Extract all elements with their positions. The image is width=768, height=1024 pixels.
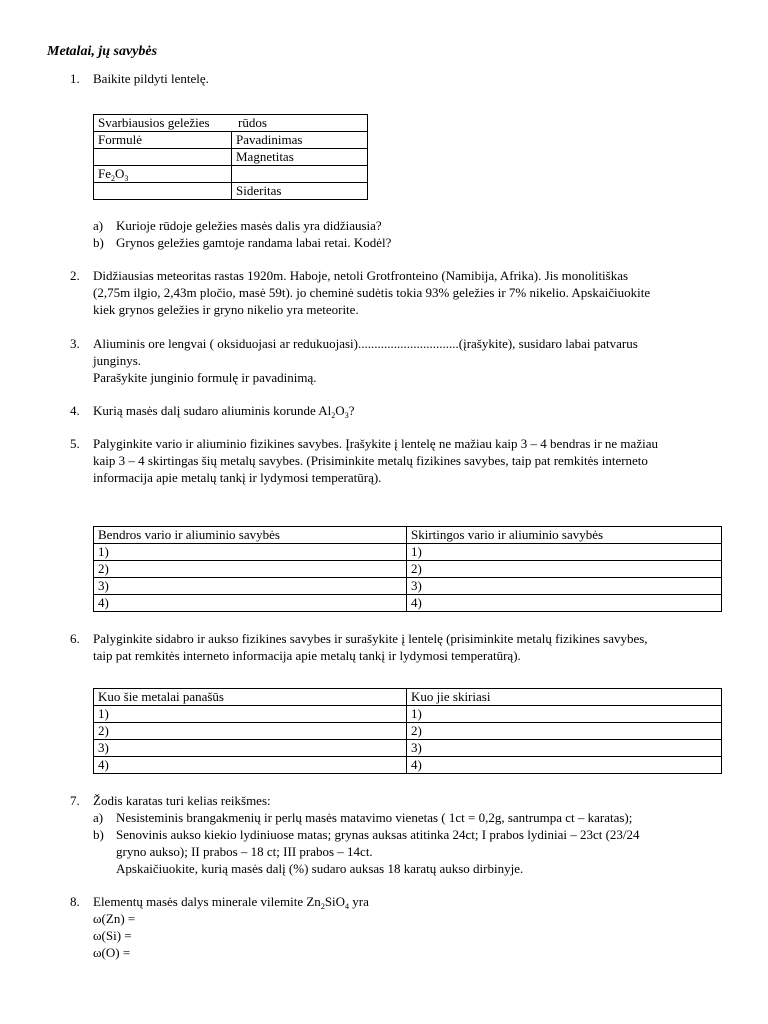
question-3-line: junginys. (93, 353, 142, 368)
table-row (94, 149, 368, 166)
table-row (94, 183, 368, 200)
formula-element: Zn (306, 894, 321, 909)
formula-subscript: 2 (320, 902, 325, 911)
table-cell-formula (94, 166, 232, 183)
table-row (94, 115, 368, 132)
table-row (94, 544, 722, 561)
table-cell: 2) (407, 723, 722, 740)
table-row (94, 706, 722, 723)
table-header-cell: Skirtingos vario ir aliuminio savybės (407, 527, 722, 544)
table-row (94, 723, 722, 740)
table-row (94, 132, 368, 149)
table-row (94, 166, 368, 183)
question-8-text-after: yra (349, 894, 369, 909)
question-7-number: 7. (70, 793, 80, 808)
question-3-line: Parašykite junginio formulę ir pavadinimą. (93, 370, 317, 385)
table-cell: 1) (94, 544, 407, 561)
question-6-number: 6. (70, 631, 80, 646)
table-row (94, 757, 722, 774)
question-8-text-before: Elementų masės dalys minerale vilemite (93, 894, 307, 909)
question-3-number: 3. (70, 336, 80, 351)
table-row (94, 527, 722, 544)
question-7a-text: Nesisteminis brangakmenių ir perlų masės matavimo vienetas ( 1ct = 0,2g, santrumpa ct – karatas); (116, 810, 633, 825)
question-1-text: Baikite pildyti lentelę. (93, 71, 209, 86)
question-3-line: Aliuminis ore lengvai ( oksiduojasi ar redukuojasi)...............................(įrašykite), susidaro labai patvarus (93, 336, 638, 351)
formula-subscript: 3 (124, 174, 129, 183)
formula-element: SiO (324, 894, 346, 909)
table-header-cell: Bendros vario ir aliuminio savybės (94, 527, 407, 544)
question-2-line: Didžiausias meteoritas rastas 1920m. Haboje, netoli Grotfronteino (Namibija, Afrika). Jis monolitiškas (93, 268, 629, 283)
table-cell: 3) (407, 578, 722, 595)
question-7b-line: gryno aukso); II prabos – 18 ct; III prabos – 14ct. (116, 844, 373, 859)
question-2-line: kiek grynos geležies ir gryno nikelio yra meteorite. (93, 302, 359, 317)
answer-line-si: ω(Si) = (93, 928, 132, 943)
table-header-cell: Kuo šie metalai panašūs (94, 689, 407, 706)
ore-table-header (94, 115, 368, 132)
question-2-line: (2,75m ilgio, 2,43m pločio, masė 59t). jo cheminė sudėtis tokia 93% geležies ir 7% nikelio. Apskaičiuokite (93, 285, 651, 300)
table-cell (94, 149, 232, 166)
question-7b-line: Senovinis aukso kiekio lydiniuose matas; grynas auksas atitinka 24ct; I prabos lydiniai – 23ct (23/24 (116, 827, 640, 842)
table-cell: 2) (94, 723, 407, 740)
question-1-number: 1. (70, 71, 80, 86)
table-cell: 4) (407, 757, 722, 774)
table-cell: 3) (94, 578, 407, 595)
formula-subscript: 2 (111, 174, 115, 183)
table-cell: 2) (94, 561, 407, 578)
question-4-text-before: Kurią masės dalį sudaro aliuminis korunde (93, 403, 319, 418)
question-1a-label: a) (93, 218, 104, 233)
table-row (94, 578, 722, 595)
question-7-text: Žodis karatas turi kelias reikšmes: (93, 793, 271, 808)
formula-element: O (115, 166, 125, 181)
question-1b-text: Grynos geležies gamtoje randama labai retai. Kodėl? (116, 235, 392, 250)
question-4-number: 4. (70, 403, 80, 418)
question-6-line: taip pat remkitės interneto informacija apie metalų tankį ir lydymosi temperatūrą). (93, 648, 521, 663)
table-cell: 4) (94, 757, 407, 774)
answer-line-o: ω(O) = (93, 945, 131, 960)
table-cell (232, 166, 368, 183)
question-8-number: 8. (70, 894, 80, 909)
question-1a-text: Kurioje rūdoje geležies masės dalis yra didžiausia? (116, 218, 382, 233)
question-5-line: Palyginkite vario ir aliuminio fizikines savybes. Įrašykite į lentelę ne mažiau kaip 3 – 4 bendras ir ne mažiau (93, 436, 658, 451)
formula-element: Al (318, 403, 332, 418)
question-4-text-after: ? (348, 403, 355, 418)
table-cell: Pavadinimas (232, 132, 368, 149)
question-7b-label: b) (93, 827, 104, 842)
table-cell: Formulė (94, 132, 232, 149)
table-cell: 1) (94, 706, 407, 723)
table-cell: Magnetitas (232, 149, 368, 166)
question-7b-line: Apskaičiuokite, kurią masės dalį (%) sudaro auksas 18 karatų aukso dirbinyje. (116, 861, 524, 876)
formula-element: Fe (98, 166, 111, 181)
table-cell: 1) (407, 544, 722, 561)
formula-subscript: 3 (344, 411, 349, 420)
table-cell: 3) (407, 740, 722, 757)
page-title: Metalai, jų savybės (47, 44, 158, 59)
formula-subscript: 2 (331, 411, 336, 420)
formula-subscript: 4 (345, 902, 350, 911)
table-row (94, 561, 722, 578)
table-cell: 4) (407, 595, 722, 612)
copper-aluminium-table (93, 526, 722, 612)
question-6-line: Palyginkite sidabro ir aukso fizikines savybes ir surašykite į lentelę (prisiminkite metalų fizikines savybes, (93, 631, 648, 646)
table-cell: 4) (94, 595, 407, 612)
question-4-text (93, 402, 733, 419)
table-cell: 2) (407, 561, 722, 578)
question-5-line: kaip 3 – 4 skirtingas šių metalų savybes. (Prisiminkite metalų fizikines savybes, taip pat remkitės interneto (93, 453, 648, 468)
ore-table (93, 114, 368, 200)
table-row (94, 595, 722, 612)
question-1b-label: b) (93, 235, 104, 250)
table-cell: 3) (94, 740, 407, 757)
table-cell (94, 183, 232, 200)
table-row (94, 740, 722, 757)
question-5-line: informacija apie metalų tankį ir lydymosi temperatūrą). (93, 470, 382, 485)
formula-element: O (335, 403, 345, 418)
silver-gold-table (93, 688, 722, 774)
table-row (94, 689, 722, 706)
question-7a-label: a) (93, 810, 104, 825)
ore-table-header-left: Svarbiausios geležies (98, 115, 210, 130)
question-2-number: 2. (70, 268, 80, 283)
table-header-cell: Kuo jie skiriasi (407, 689, 722, 706)
ore-table-header-right: rūdos (238, 115, 267, 130)
question-8-text (93, 893, 733, 910)
table-cell: 1) (407, 706, 722, 723)
table-cell: Sideritas (232, 183, 368, 200)
answer-line-zn: ω(Zn) = (93, 911, 136, 926)
question-5-number: 5. (70, 436, 80, 451)
